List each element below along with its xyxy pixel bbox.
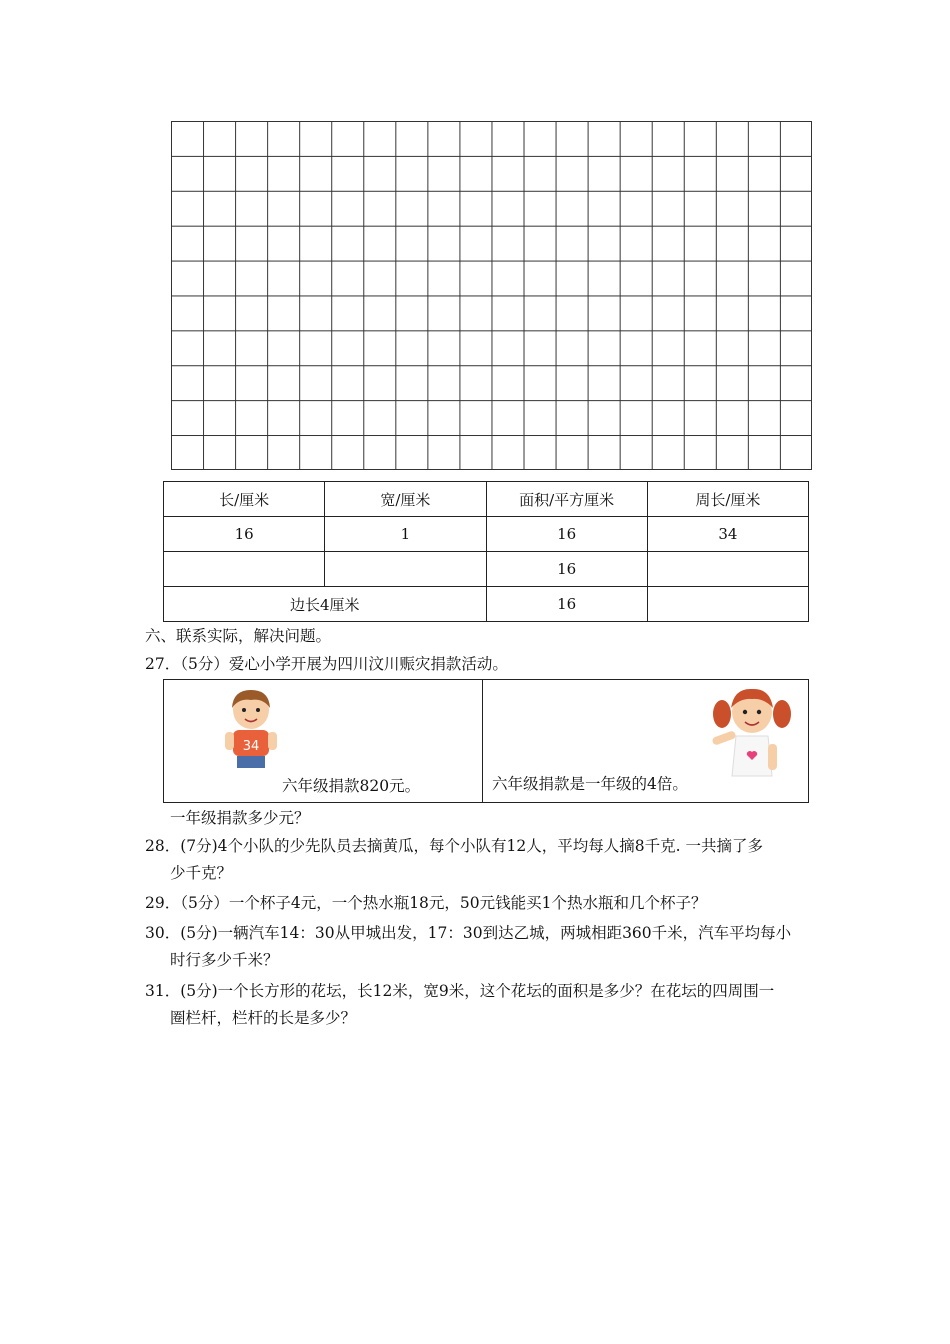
q27-stem: 27．（5分）爱心小学开展为四川汶川赈灾捐款活动。 [145, 655, 508, 673]
table-cell [325, 552, 486, 587]
q31-line2: 圈栏杆，栏杆的长是多少？ [170, 1009, 357, 1027]
table-cell: 1 [325, 517, 486, 552]
q27-question: 一年级捐款多少元？ [170, 809, 310, 827]
q31-line1: 31．(5分)一个长方形的花坛，长12米，宽9米，这个花坛的面积是多少？在花坛的四周围一 [145, 982, 775, 1000]
q30-line1: 30．(5分)一辆汽车14：30从甲城出发，17：30到达乙城，两城相距360千米，汽车平均每小 [145, 924, 792, 942]
table-cell [647, 587, 808, 622]
girl-icon [708, 684, 800, 788]
table-cell: 34 [647, 517, 808, 552]
table-cell: 16 [486, 552, 647, 587]
table-cell: 16 [486, 587, 647, 622]
section-title: 六、联系实际，解决问题。 [145, 627, 332, 645]
table-cell: 16 [164, 517, 325, 552]
q27-right-speech: 六年级捐款是一年级的4倍。 [492, 775, 688, 793]
q29-line1: 29．（5分）一个杯子4元，一个热水瓶18元，50元钱能买1个热水瓶和几个杯子？ [145, 894, 707, 912]
header-length: 长/厘米 [164, 482, 325, 517]
table-header-row [164, 482, 809, 517]
q27-left-box [163, 679, 483, 803]
rectangle-table [163, 481, 809, 622]
q30-line2: 时行多少千米？ [170, 951, 279, 969]
header-width: 宽/厘米 [325, 482, 486, 517]
q27-right-box [482, 679, 809, 803]
header-area: 面积/平方厘米 [486, 482, 647, 517]
table-cell: 16 [486, 517, 647, 552]
table-cell [647, 552, 808, 587]
q27-left-speech: 六年级捐款820元。 [282, 777, 421, 795]
table-row [164, 517, 809, 552]
q28-line1: 28．(7分)4个小队的少先队员去摘黄瓜，每个小队有12人，平均每人摘8千克. 一共摘了多 [145, 837, 763, 855]
boy-shirt-number: 34 [242, 739, 260, 754]
table-row [164, 587, 809, 622]
header-perimeter: 周长/厘米 [647, 482, 808, 517]
q28-line2: 少千克？ [170, 864, 233, 882]
table-cell-merged: 边长4厘米 [164, 587, 487, 622]
boy-icon [219, 688, 283, 770]
table-cell [164, 552, 325, 587]
table-row [164, 552, 809, 587]
grid-paper [171, 121, 812, 470]
